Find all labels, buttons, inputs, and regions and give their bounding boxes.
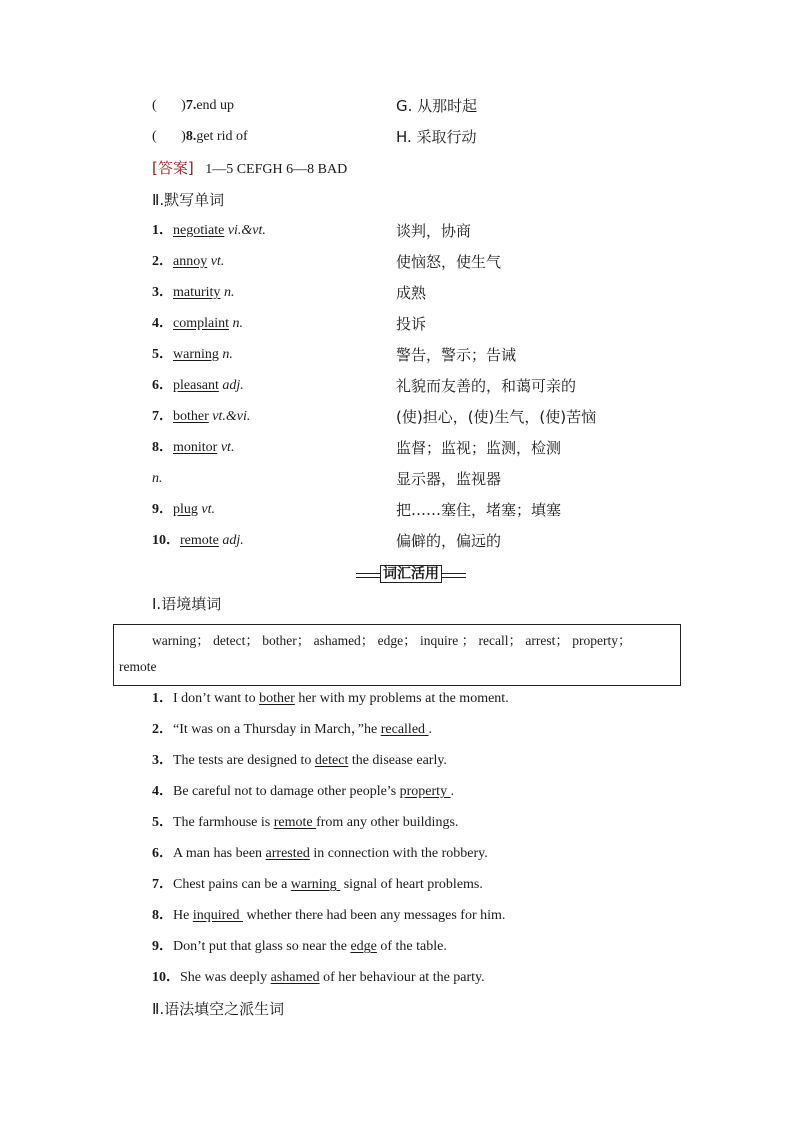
- vocab-number: 9．: [152, 502, 173, 517]
- sentence-answer: ashamed: [270, 970, 320, 985]
- vocab-pos: vt.: [220, 440, 235, 455]
- sentence-text-before: Don’t put that glass so near the: [173, 939, 351, 954]
- vocab-meaning: 投诉: [396, 315, 427, 333]
- vocab-meaning: 偏僻的，偏远的: [396, 532, 502, 550]
- sentence-text-after: in connection with the robbery.: [309, 846, 488, 861]
- vocab-pos: vt.: [201, 502, 215, 517]
- sentence-number: 8．: [152, 908, 173, 923]
- sentence-text-after: of the table.: [376, 939, 447, 954]
- section-title-write-words: Ⅱ.默写单词: [152, 191, 225, 209]
- sentence-answer: edge: [350, 939, 377, 954]
- vocab-meaning: 把……塞住，堵塞；填塞: [396, 501, 562, 519]
- sentence-text-after: whether there had been any messages for him.: [242, 908, 506, 923]
- vocab-meaning: 谈判，协商: [396, 222, 472, 240]
- vocab-word: bother: [173, 409, 209, 424]
- match-option-h: H. 采取行动: [396, 128, 477, 146]
- sentence-text-after: signal of heart problems.: [340, 877, 483, 892]
- sentence-text-before: The farmhouse is: [173, 815, 274, 830]
- vocab-use-heading-label: 词汇活用: [380, 565, 442, 583]
- vocab-word: pleasant: [173, 378, 219, 393]
- vocab-row: [152, 376, 244, 396]
- sentence-text-before: I don’t want to: [173, 691, 260, 706]
- vocab-word: remote: [180, 533, 219, 548]
- vocab-row: [152, 531, 244, 551]
- sentence-text-after: from any other buildings.: [316, 815, 459, 830]
- vocab-row: [152, 221, 266, 241]
- sentence-number: 3．: [152, 753, 173, 768]
- vocab-pos: n.: [152, 471, 163, 486]
- match-phrase: end up: [196, 98, 235, 113]
- sentence-answer: inquired: [192, 908, 243, 923]
- vocab-use-heading: [356, 565, 466, 583]
- vocab-meaning: 警告，警示；告诫: [396, 346, 517, 364]
- vocab-pos: adj.: [222, 378, 244, 393]
- vocab-row: [152, 283, 234, 303]
- vocab-row: [152, 345, 233, 365]
- sentence-answer: property: [399, 784, 451, 799]
- sentence-text-after: the disease early.: [348, 753, 447, 768]
- answer-text: 1—5 CEFGH 6—8 BAD: [205, 162, 348, 177]
- word-bank-line-2: remote: [119, 659, 157, 674]
- vocab-pos: vi.&vt.: [227, 223, 266, 238]
- sentence-text-before: She was deeply: [180, 970, 271, 985]
- sentence-answer: arrested: [265, 846, 310, 861]
- sentence-row: [152, 720, 432, 740]
- vocab-pos: vt.: [210, 254, 225, 269]
- vocab-meaning: 使恼怒，使生气: [396, 253, 502, 271]
- sentence-text-after: of her behaviour at the party.: [319, 970, 485, 985]
- sentence-text-after: her with my problems at the moment.: [294, 691, 509, 706]
- vocab-number: 7．: [152, 409, 173, 424]
- match-row-7: ( )7.end up: [152, 98, 235, 113]
- vocab-pos: n.: [222, 347, 233, 362]
- vocab-row: [152, 314, 243, 334]
- sentence-row: [152, 937, 447, 957]
- sentence-text-before: The tests are designed to: [173, 753, 315, 768]
- sentence-text-before: A man has been: [173, 846, 266, 861]
- vocab-row: [152, 469, 163, 489]
- vocab-word: maturity: [173, 285, 221, 300]
- sentence-number: 5．: [152, 815, 173, 830]
- sentence-text-before: Be careful not to damage other people’s: [173, 784, 400, 799]
- sentence-row: [152, 689, 509, 709]
- sentence-number: 1．: [152, 691, 173, 706]
- sentence-text-before: “It was on a Thursday in March，”he: [173, 722, 381, 737]
- answer-label: [答案]: [152, 159, 194, 177]
- vocab-meaning: 成熟: [396, 284, 427, 302]
- vocab-pos: vt.&vi.: [212, 409, 251, 424]
- sentence-text-before: He: [173, 908, 193, 923]
- vocab-number: 6．: [152, 378, 173, 393]
- vocab-word: warning: [173, 347, 219, 362]
- word-bank-box: [113, 624, 681, 686]
- vocab-row: [152, 438, 234, 458]
- sentence-row: [152, 813, 458, 833]
- sentence-row: [152, 968, 485, 988]
- sentence-number: 6．: [152, 846, 173, 861]
- vocab-pos: adj.: [222, 533, 244, 548]
- vocab-number: 1．: [152, 223, 173, 238]
- sentence-answer: recalled: [380, 722, 429, 737]
- match-option-g: G. 从那时起: [396, 97, 478, 115]
- vocab-word: plug: [173, 502, 198, 517]
- vocab-meaning: 礼貌而友善的，和蔼可亲的: [396, 377, 577, 395]
- vocab-number: 4．: [152, 316, 173, 331]
- match-row-8: ( )8.get rid of: [152, 129, 248, 144]
- answer-line: [152, 158, 347, 180]
- vocab-number: 8．: [152, 440, 173, 455]
- vocab-pos: n.: [223, 285, 235, 300]
- sentence-text-after: .: [428, 722, 433, 737]
- sentence-row: [152, 875, 483, 895]
- vocab-pos: n.: [232, 316, 243, 331]
- vocab-row: [152, 252, 224, 272]
- vocab-meaning: 显示器，监视器: [396, 470, 502, 488]
- sentence-number: 4．: [152, 784, 173, 799]
- section-title-context-fill: Ⅰ.语境填词: [152, 595, 222, 613]
- sentence-text-before: Chest pains can be a: [173, 877, 291, 892]
- vocab-number: 10．: [152, 533, 180, 548]
- match-number: 8.: [185, 129, 197, 144]
- vocab-number: 3．: [152, 285, 173, 300]
- sentence-row: [152, 751, 447, 771]
- vocab-row: [152, 407, 250, 427]
- sentence-number: 10．: [152, 970, 180, 985]
- vocab-word: complaint: [173, 316, 229, 331]
- sentence-answer: remote: [273, 815, 317, 830]
- sentence-answer: bother: [259, 691, 295, 706]
- match-number: 7.: [185, 98, 197, 113]
- sentence-row: [152, 844, 488, 864]
- sentence-text-after: .: [450, 784, 455, 799]
- sentence-row: [152, 906, 505, 926]
- sentence-number: 7．: [152, 877, 173, 892]
- vocab-number: 5．: [152, 347, 173, 362]
- sentence-number: 9．: [152, 939, 173, 954]
- section-title-grammar-fill: Ⅱ.语法填空之派生词: [152, 1000, 285, 1018]
- sentence-row: [152, 782, 454, 802]
- vocab-number: 2．: [152, 254, 173, 269]
- sentence-answer: warning: [290, 877, 341, 892]
- vocab-row: [152, 500, 215, 520]
- vocab-word: monitor: [173, 440, 218, 455]
- sentence-answer: detect: [314, 753, 349, 768]
- sentence-number: 2．: [152, 722, 173, 737]
- vocab-meaning: 监督；监视；监测，检测: [396, 439, 562, 457]
- word-bank-line-1: warning； detect； bother； ashamed； edge； inquire ； recall； arrest； property；: [152, 633, 632, 648]
- vocab-meaning: (使)担心，(使)生气，(使)苦恼: [396, 408, 597, 426]
- match-phrase: get rid of: [196, 129, 248, 144]
- vocab-word: negotiate: [173, 223, 225, 238]
- vocab-word: annoy: [173, 254, 208, 269]
